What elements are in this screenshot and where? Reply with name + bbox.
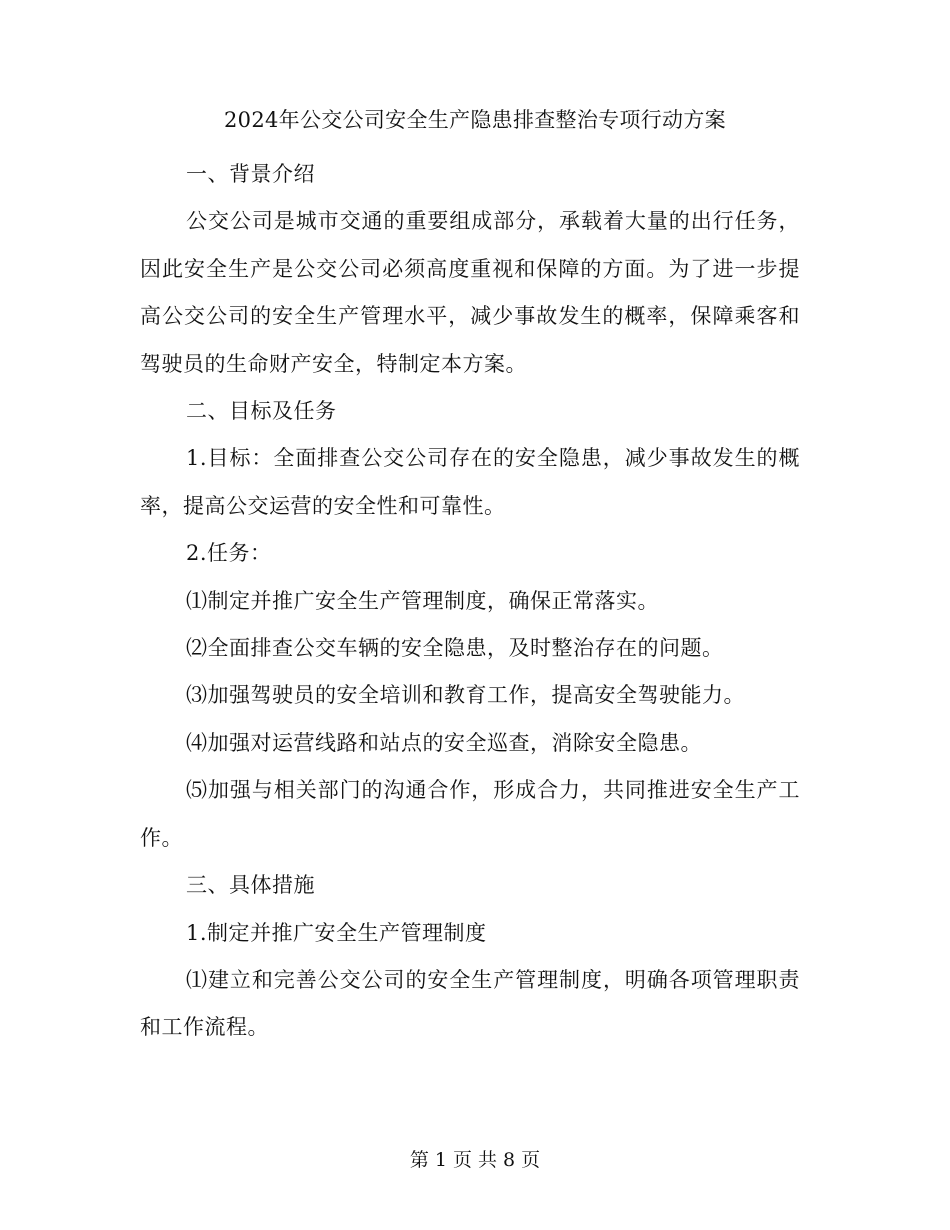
paragraph-goal: 1.目标：全面排查公交公司存在的安全隐患，减少事故发生的概率，提高公交运营的安全性和可靠性。 [140,446,800,518]
section-heading-measures: 三、具体措施 [186,873,315,898]
page-number-footer: 第 1 页 共 8 页 [409,1149,541,1171]
measure-item-1: ⑴建立和完善公交公司的安全生产管理制度，明确各项管理职责和工作流程。 [140,967,800,1040]
task-item-1: ⑴制定并推广安全生产管理制度，确保正常落实。 [186,588,659,613]
task-item-3: ⑶加强驾驶员的安全培训和教育工作，提高安全驾驶能力。 [186,683,745,708]
section-heading-background: 一、背景介绍 [186,162,315,186]
task-item-4: ⑷加强对运营线路和站点的安全巡查，消除安全隐患。 [186,730,702,755]
measure-heading-1: 1.制定并推广安全生产管理制度 [186,920,487,945]
paragraph-tasks-heading: 2.任务： [186,541,272,566]
document-title: 2024年公交公司安全生产隐患排查整治专项行动方案 [224,108,726,132]
task-item-5: ⑸加强与相关部门的沟通合作，形成合力，共同推进安全生产工作。 [140,778,800,850]
task-item-2: ⑵全面排查公交车辆的安全隐患，及时整治存在的问题。 [186,636,724,661]
document-body [140,151,800,1052]
section-heading-goals: 二、目标及任务 [186,399,337,424]
paragraph-background: 公交公司是城市交通的重要组成部分，承载着大量的出行任务，因此安全生产是公交公司必须高度重视和保障的方面。为了进一步提高公交公司的安全生产管理水平，减少事故发生的概率，保障乘客和驾驶员的生命财产安全，特制定本方案。 [140,209,800,376]
